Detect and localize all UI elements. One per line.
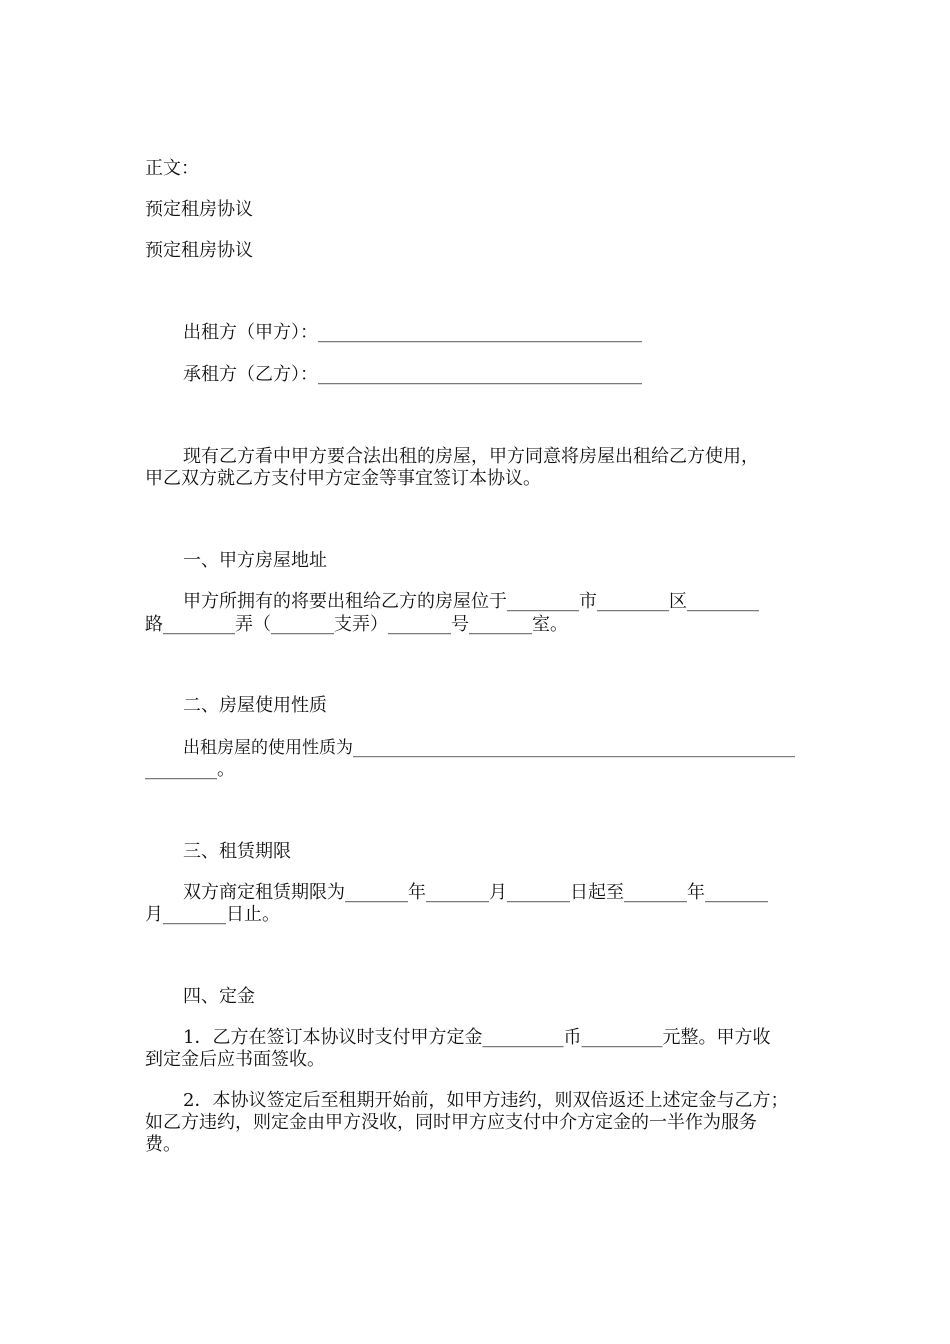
section-3-heading: 三、租赁期限 <box>183 841 291 862</box>
intro-line-2: 甲乙双方就乙方支付甲方定金等事宜签订本协议。 <box>145 468 541 489</box>
section-4-item-2-line-1: 2．本协议签定后至租期开始前，如甲方违约，则双倍返还上述定金与乙方； <box>183 1090 789 1111</box>
document-title: 预定租房协议 <box>145 199 253 220</box>
section-1-line-2: 路________弄（_______支弄）_______号_______室。 <box>145 614 568 635</box>
section-2-line-2: ________。 <box>145 759 235 780</box>
section-1-heading: 一、甲方房屋地址 <box>183 550 327 571</box>
section-4-heading: 四、定金 <box>183 986 255 1007</box>
section-2-heading: 二、房屋使用性质 <box>183 695 327 716</box>
section-4-item-1-line-2: 到定金后应书面签收。 <box>145 1049 325 1070</box>
lessee-line: 承租方（乙方）：____________________________________ <box>183 364 642 385</box>
section-2-line-1: 出租房屋的使用性质为____________________________________________________ <box>183 738 795 758</box>
lessor-line: 出租方（甲方）：____________________________________ <box>183 322 642 343</box>
document-title-repeat: 预定租房协议 <box>145 240 253 261</box>
section-1-line-1: 甲方所拥有的将要出租给乙方的房屋位于________市________区________ <box>183 591 759 612</box>
section-3-line-2: 月_______日止。 <box>145 904 280 925</box>
section-4-item-2-line-2: 如乙方违约，则定金由甲方没收，同时甲方应支付中介方定金的一半作为服务 <box>145 1112 757 1133</box>
section-4-item-1-line-1: 1．乙方在签订本协议时支付甲方定金_________币_________元整。甲方收 <box>183 1027 771 1048</box>
section-3-line-1: 双方商定租赁期限为_______年_______月_______日起至_______年_______ <box>183 882 768 903</box>
intro-line-1: 现有乙方看中甲方要合法出租的房屋，甲方同意将房屋出租给乙方使用， <box>183 446 759 467</box>
body-label: 正文： <box>145 158 199 179</box>
section-4-item-2-line-3: 费。 <box>145 1134 181 1155</box>
